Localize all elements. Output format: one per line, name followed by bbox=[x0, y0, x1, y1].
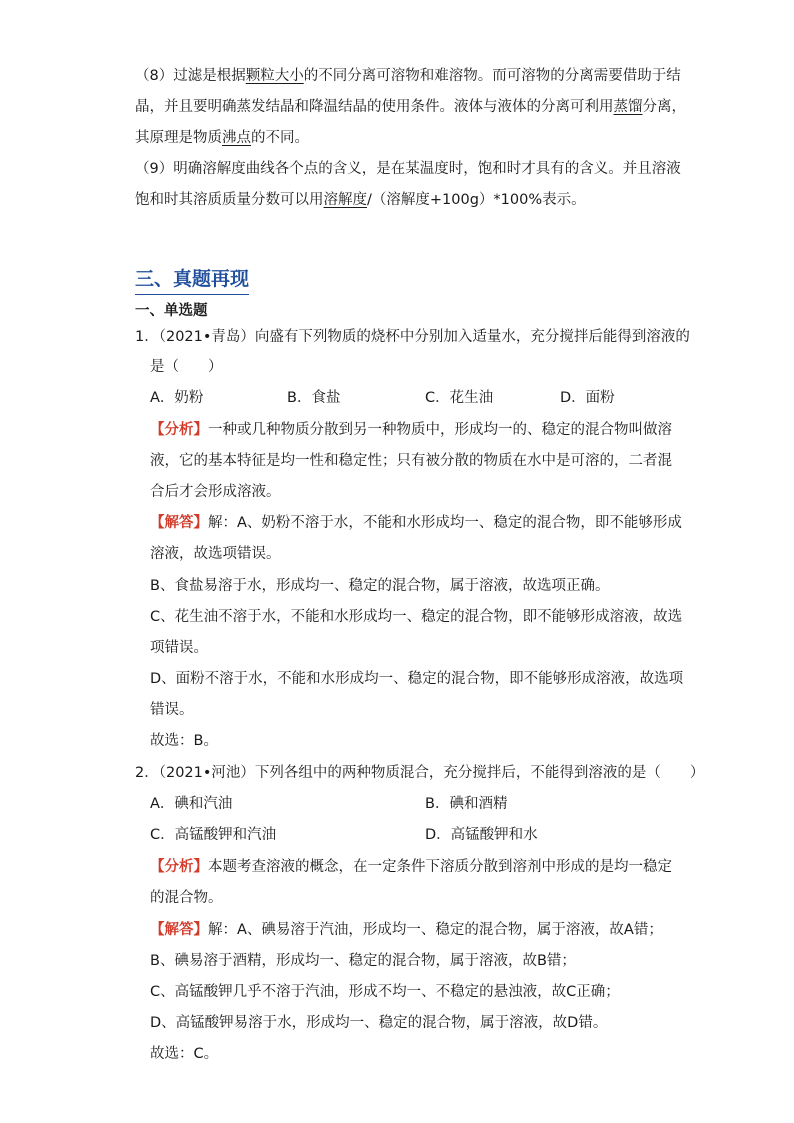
q1-analysis-line-3: 合后才会形成溶液。 bbox=[150, 484, 281, 500]
p9-line-2 bbox=[135, 190, 586, 210]
p8-text: 分离， bbox=[642, 99, 686, 115]
p8-line-1 bbox=[135, 66, 681, 86]
q2-answer-line-4: D、高锰酸钾易溶于水，形成均一、稳定的混合物，属于溶液，故D错。 bbox=[150, 1015, 608, 1031]
p9-underlined-term: 溶解度 bbox=[323, 192, 367, 208]
analysis-text: 本题考查溶液的概念，在一定条件下溶质分散到溶剂中形成的是均一稳定 bbox=[208, 859, 672, 875]
section-title-underline bbox=[135, 294, 249, 295]
q2-option-b: B．碘和酒精 bbox=[425, 796, 508, 812]
q1-stem-line-2: 是（ ） bbox=[150, 359, 223, 375]
q2-analysis-line-1 bbox=[150, 857, 672, 877]
q1-answer-line-7: 错误。 bbox=[150, 702, 194, 718]
q2-analysis-line-2: 的混合物。 bbox=[150, 890, 223, 906]
q1-answer-line-5: 项错误。 bbox=[150, 640, 208, 656]
q1-option-a: A．奶粉 bbox=[150, 390, 204, 406]
q1-answer-line-4: C、花生油不溶于水，不能和水形成均一、稳定的混合物，即不能够形成溶液，故选 bbox=[150, 609, 683, 625]
q2-choice: 故选：C。 bbox=[150, 1046, 219, 1062]
subsection-title: 一、单选题 bbox=[135, 303, 208, 319]
q1-answer-line-3: B、食盐易溶于水，形成均一、稳定的混合物，属于溶液，故选项正确。 bbox=[150, 578, 610, 594]
q1-option-c: C．花生油 bbox=[425, 390, 494, 406]
q1-analysis-line-1 bbox=[150, 420, 672, 440]
q2-answer-line-1 bbox=[150, 920, 663, 940]
section-title bbox=[135, 266, 249, 292]
p8-text: 的不同。 bbox=[251, 130, 309, 146]
p9-text: 饱和时其溶质质量分数可以用 bbox=[135, 192, 324, 208]
answer-text: 解：A、奶粉不溶于水，不能和水形成均一、稳定的混合物，即不能够形成 bbox=[208, 515, 682, 531]
q1-answer-line-2: 溶液，故选项错误。 bbox=[150, 546, 281, 562]
answer-text: 解：A、碘易溶于汽油，形成均一、稳定的混合物，属于溶液，故A错； bbox=[208, 922, 663, 938]
p8-underlined-term: 蒸馏 bbox=[613, 99, 643, 115]
p8-text: 其原理是物质 bbox=[135, 130, 222, 146]
p8-text: 晶，并且要明确蒸发结晶和降温结晶的使用条件。液体与液体的分离可利用 bbox=[135, 99, 614, 115]
analysis-tag: 【分析】 bbox=[150, 422, 208, 438]
answer-tag: 【解答】 bbox=[150, 922, 208, 938]
q2-stem: 2．（2021•河池）下列各组中的两种物质混合，充分搅拌后，不能得到溶液的是（ ） bbox=[135, 765, 705, 781]
section-title-text: 三、真题再现 bbox=[135, 268, 250, 290]
p8-text: （8）过滤是根据 bbox=[135, 68, 246, 84]
p8-underlined-term: 颗粒大小 bbox=[245, 68, 304, 84]
p9-line-1: （9）明确溶解度曲线各个点的含义，是在某温度时，饱和时才具有的含义。并且溶液 bbox=[135, 161, 681, 177]
q1-option-b: B．食盐 bbox=[287, 390, 341, 406]
q1-option-d: D．面粉 bbox=[560, 390, 615, 406]
q2-answer-line-2: B、碘易溶于酒精，形成均一、稳定的混合物，属于溶液，故B错； bbox=[150, 953, 576, 969]
q1-answer-line-1 bbox=[150, 513, 682, 533]
answer-tag: 【解答】 bbox=[150, 515, 208, 531]
p9-text: /（溶解度+100g）*100%表示。 bbox=[367, 192, 586, 208]
q1-stem-line-1: 1．（2021•青岛）向盛有下列物质的烧杯中分别加入适量水，充分搅拌后能得到溶液的 bbox=[135, 329, 690, 345]
q1-answer-line-6: D、面粉不溶于水，不能和水形成均一、稳定的混合物，即不能够形成溶液，故选项 bbox=[150, 671, 684, 687]
q2-option-c: C．高锰酸钾和汽油 bbox=[150, 827, 277, 843]
p8-line-2 bbox=[135, 97, 686, 117]
p8-line-3 bbox=[135, 128, 309, 148]
q2-option-d: D．高锰酸钾和水 bbox=[425, 827, 538, 843]
p8-text: 的不同分离可溶物和难溶物。而可溶物的分离需要借助于结 bbox=[303, 68, 681, 84]
analysis-text: 一种或几种物质分散到另一种物质中，形成均一的、稳定的混合物叫做溶 bbox=[208, 422, 672, 438]
q2-option-a: A．碘和汽油 bbox=[150, 796, 233, 812]
q2-answer-line-3: C、高锰酸钾几乎不溶于汽油，形成不均一、不稳定的悬浊液，故C正确； bbox=[150, 984, 620, 1000]
q1-analysis-line-2: 液，它的基本特征是均一性和稳定性；只有被分散的物质在水中是可溶的，二者混 bbox=[150, 453, 672, 469]
q1-choice: 故选：B。 bbox=[150, 733, 218, 749]
analysis-tag: 【分析】 bbox=[150, 859, 208, 875]
p8-underlined-term: 沸点 bbox=[222, 130, 251, 146]
